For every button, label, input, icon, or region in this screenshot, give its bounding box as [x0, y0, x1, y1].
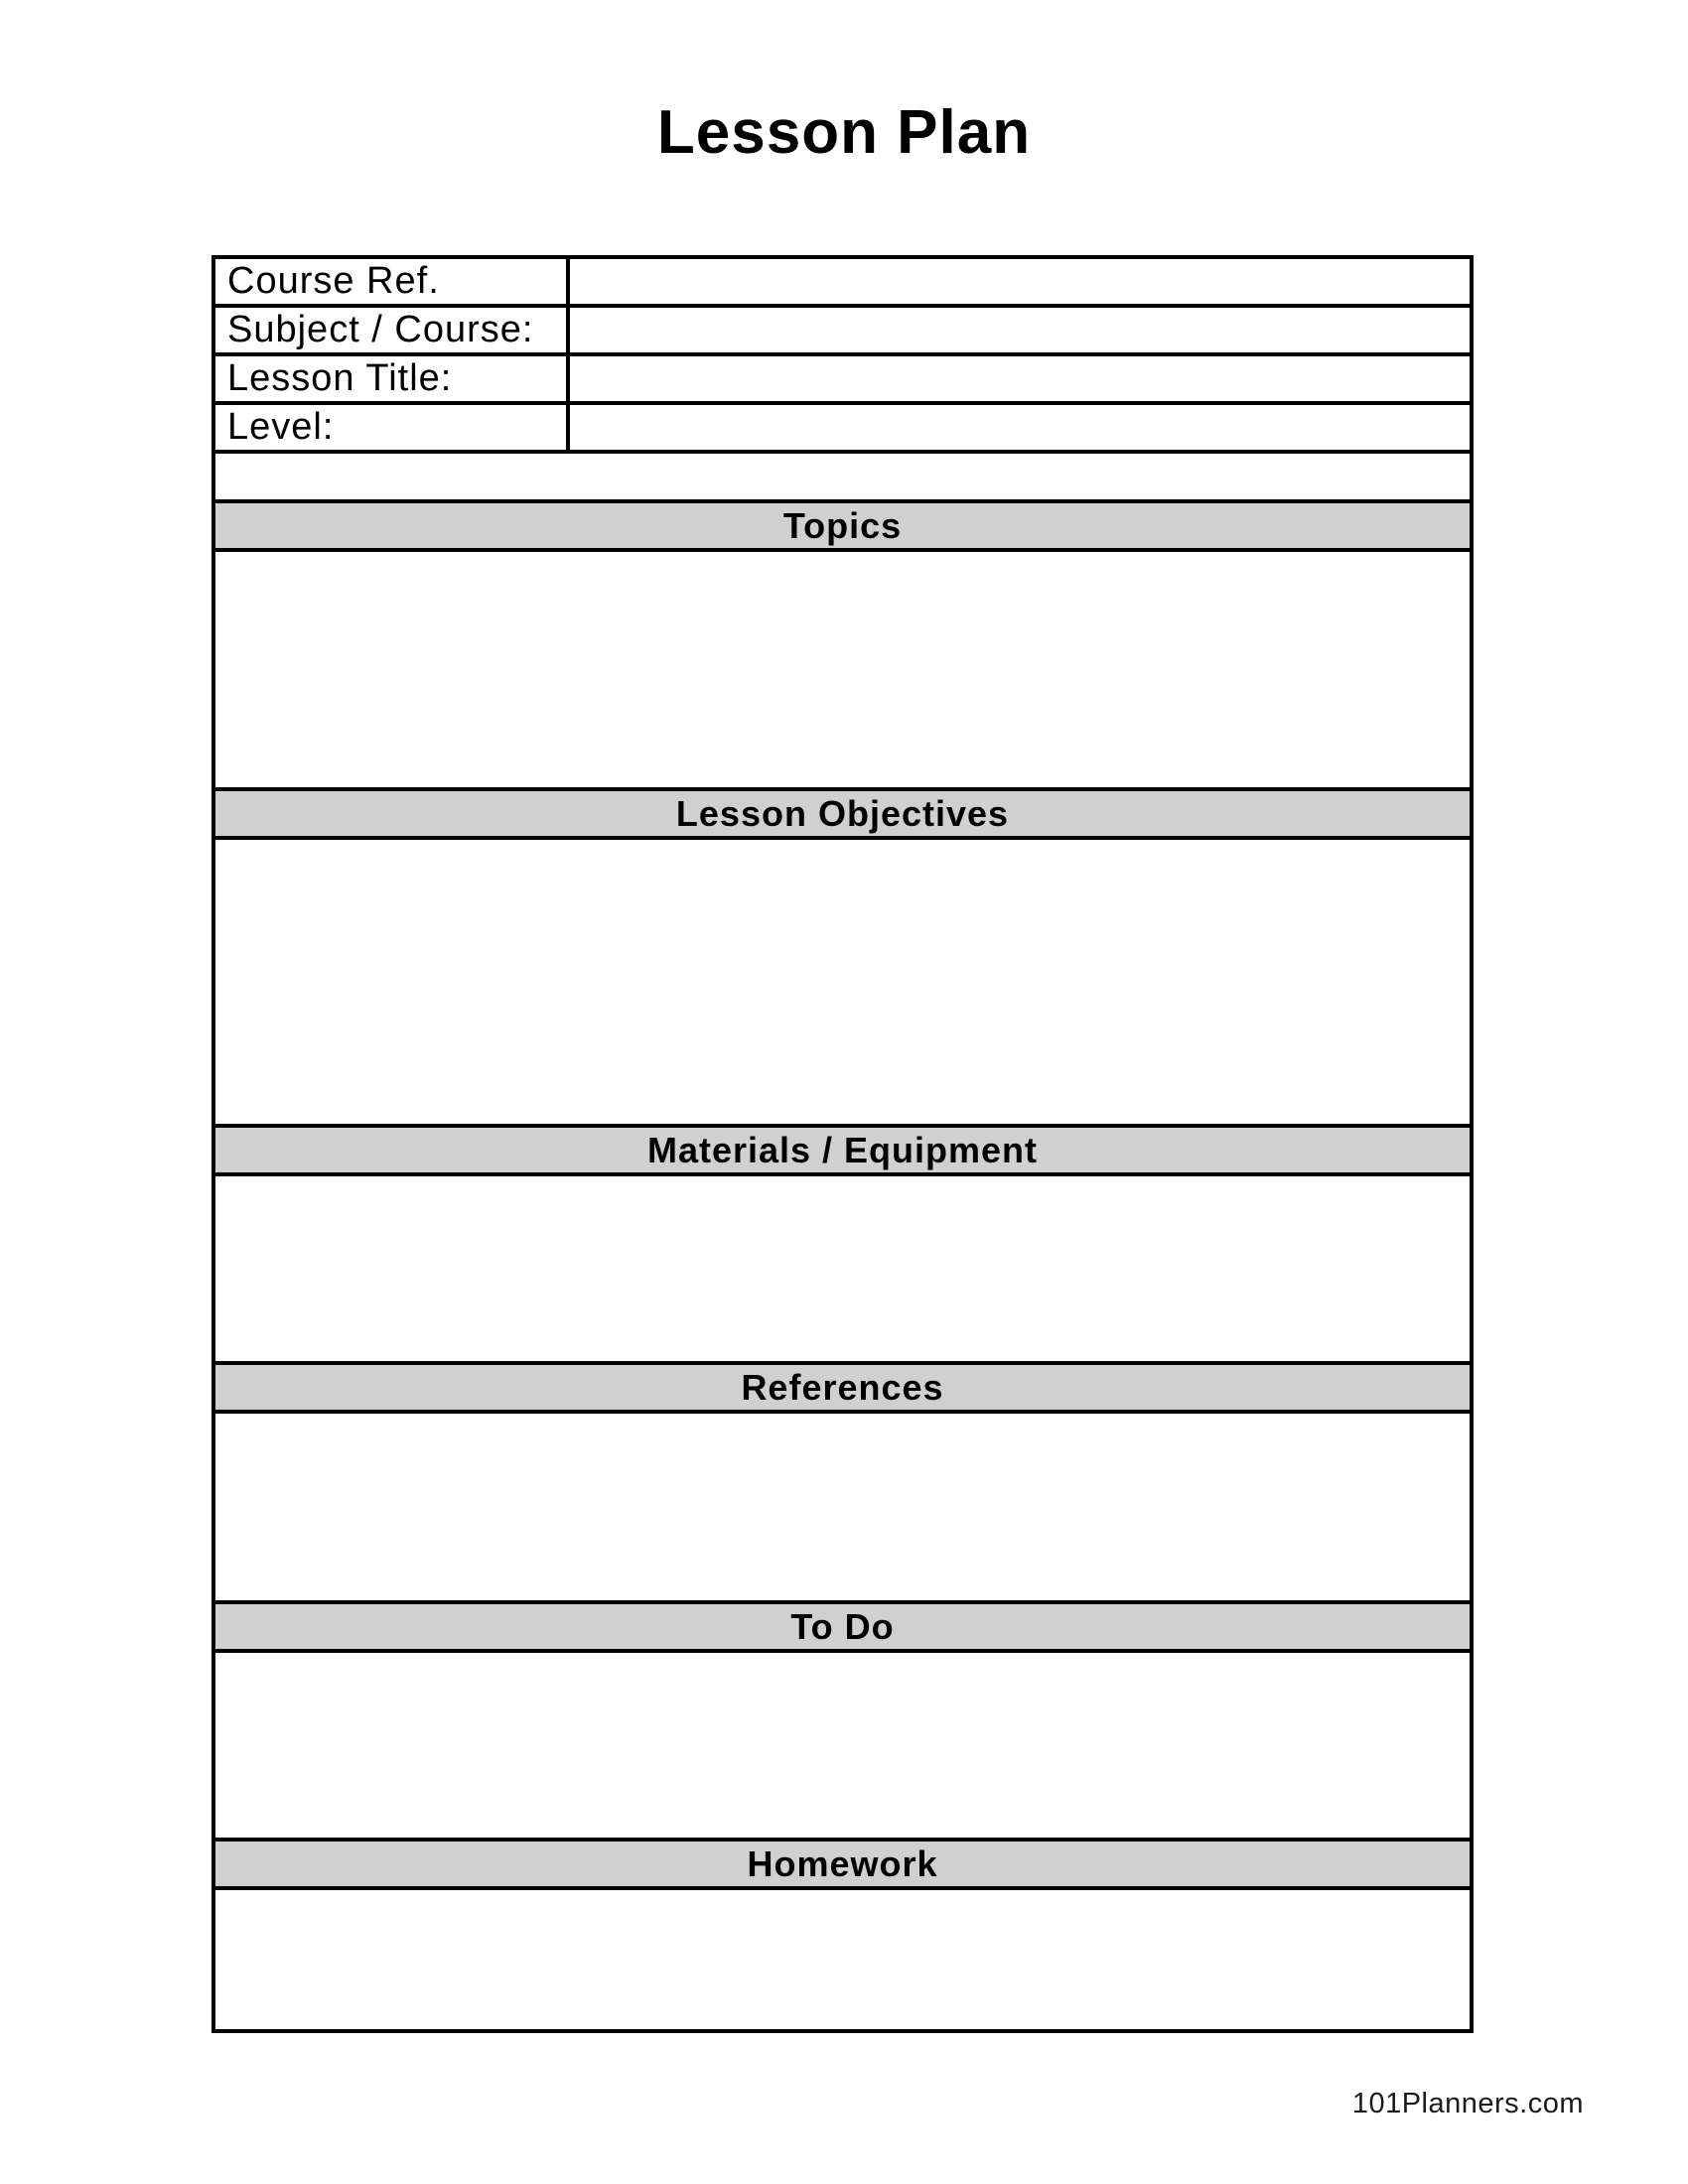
lesson-plan-form [211, 255, 1474, 2033]
materials-equipment-header [215, 1128, 1470, 1176]
homework-header [215, 1842, 1470, 1890]
topics-content-area[interactable] [215, 552, 1470, 791]
to-do-header-label: To Do [790, 1605, 895, 1647]
references-content-area[interactable] [215, 1414, 1470, 1604]
info-row-subject-course [215, 308, 1470, 356]
references-header-label: References [741, 1366, 944, 1408]
lesson-title-input[interactable] [570, 356, 1470, 401]
footer-brand: 101Planners.com [1351, 2088, 1584, 2119]
topics-header [215, 503, 1470, 552]
lesson-objectives-header [215, 791, 1470, 840]
subject-course-label: Subject / Course: [215, 308, 570, 352]
to-do-content-area[interactable] [215, 1653, 1470, 1842]
homework-content-area[interactable] [215, 1890, 1470, 2029]
spacer-row [215, 454, 1470, 503]
level-label: Level: [215, 405, 570, 450]
materials-equipment-header-label: Materials / Equipment [646, 1129, 1039, 1170]
to-do-header [215, 1604, 1470, 1653]
references-header [215, 1365, 1470, 1414]
info-row-level [215, 405, 1470, 454]
subject-course-input[interactable] [570, 308, 1470, 352]
level-input[interactable] [570, 405, 1470, 450]
materials-equipment-content-area[interactable] [215, 1176, 1470, 1365]
homework-header-label: Homework [747, 1843, 938, 1884]
info-row-course-ref [215, 259, 1470, 308]
page-title: Lesson Plan [656, 98, 1032, 167]
lesson-objectives-content-area[interactable] [215, 840, 1470, 1128]
lesson-objectives-header-label: Lesson Objectives [675, 792, 1010, 834]
topics-header-label: Topics [782, 504, 903, 546]
course-ref-input[interactable] [570, 259, 1470, 304]
info-row-lesson-title [215, 356, 1470, 405]
lesson-title-label: Lesson Title: [215, 356, 570, 401]
course-ref-label: Course Ref. [215, 259, 570, 304]
